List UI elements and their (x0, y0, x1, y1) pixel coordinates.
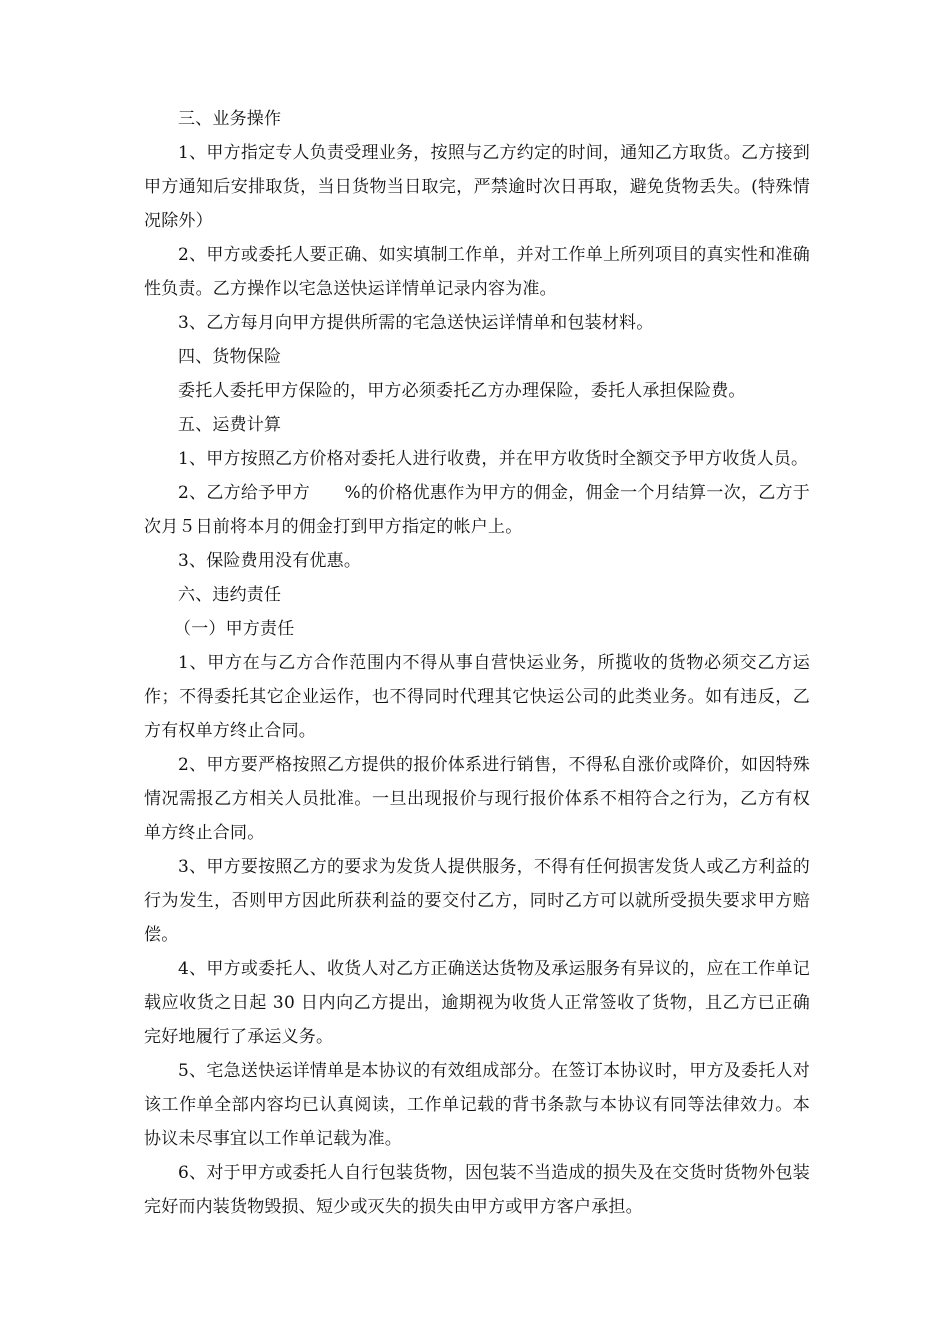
document-body (144, 102, 810, 1224)
clause-6-2: 2、甲方要严格按照乙方提供的报价体系进行销售，不得私自涨价或降价，如因特殊情况需报乙方相关人员批准。一旦出现报价与现行报价体系不相符合之行为，乙方有权单方终止合同。 (144, 755, 810, 843)
subsection-heading-party-a: （一）甲方责任 (174, 619, 295, 639)
clause-6-4: 4、甲方或委托人、收货人对乙方正确送达货物及承运服务有异议的，应在工作单记载应收货之日起 30 日内向乙方提出，逾期视为收货人正常签收了货物，且乙方已正确完好地履行了承运义务。 (144, 959, 810, 1047)
clause-3-1: 1、甲方指定专人负责受理业务，按照与乙方约定的时间，通知乙方取货。乙方接到甲方通知后安排取货，当日货物当日取完，严禁逾时次日再取，避免货物丢失。(特殊情况除外） (144, 143, 810, 231)
clause-6-1: 1、甲方在与乙方合作范围内不得从事自营快运业务，所揽收的货物必须交乙方运作；不得委托其它企业运作，也不得同时代理其它快运公司的此类业务。如有违反，乙方有权单方终止合同。 (144, 653, 810, 741)
clause-6-6: 6、对于甲方或委托人自行包装货物，因包装不当造成的损失及在交货时货物外包装完好而内装货物毁损、短少或灭失的损失由甲方或甲方客户承担。 (144, 1163, 810, 1217)
clause-5-2: 2、乙方给予甲方 %的价格优惠作为甲方的佣金，佣金一个月结算一次，乙方于次月５日前将本月的佣金打到甲方指定的帐户上。 (144, 483, 810, 537)
clause-3-2: 2、甲方或委托人要正确、如实填制工作单，并对工作单上所列项目的真实性和准确性负责。乙方操作以宅急送快运详情单记录内容为准。 (144, 245, 810, 299)
clause-3-3: 3、乙方每月向甲方提供所需的宅急送快运详情单和包装材料。 (178, 313, 654, 333)
section-heading-freight-calculation: 五、运费计算 (178, 415, 282, 435)
section-heading-business-operation: 三、业务操作 (178, 109, 282, 129)
clause-4-1: 委托人委托甲方保险的，甲方必须委托乙方办理保险，委托人承担保险费。 (178, 381, 746, 401)
clause-5-1: 1、甲方按照乙方价格对委托人进行收费，并在甲方收货时全额交予甲方收货人员。 (178, 449, 809, 469)
section-heading-cargo-insurance: 四、货物保险 (178, 347, 282, 367)
clause-5-3: 3、保险费用没有优惠。 (178, 551, 362, 571)
clause-6-3: 3、甲方要按照乙方的要求为发货人提供服务，不得有任何损害发货人或乙方利益的行为发生，否则甲方因此所获利益的要交付乙方，同时乙方可以就所受损失要求甲方赔偿。 (144, 857, 810, 945)
clause-6-5: 5、宅急送快运详情单是本协议的有效组成部分。在签订本协议时，甲方及委托人对该工作单全部内容均已认真阅读，工作单记载的背书条款与本协议有同等法律效力。本协议未尽事宜以工作单记载为准。 (144, 1061, 810, 1149)
section-heading-liability: 六、违约责任 (178, 585, 282, 605)
